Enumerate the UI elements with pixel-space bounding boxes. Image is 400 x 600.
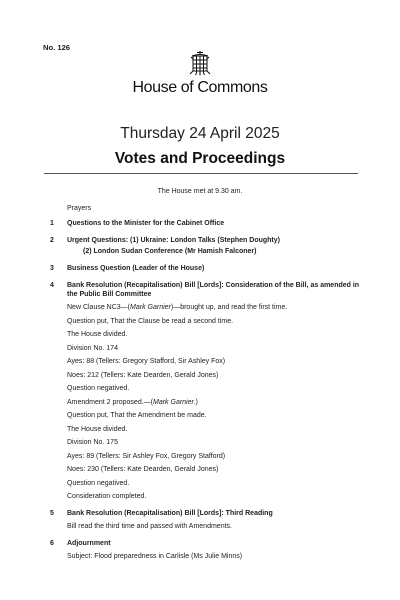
proceeding-line <box>67 371 363 380</box>
member-name: Mark Garnier. <box>153 398 196 406</box>
proceeding-line <box>67 452 363 461</box>
item-number: 5 <box>50 510 54 517</box>
line-text: Question negatived. <box>67 385 130 392</box>
item-title: Questions to the Minister for the Cabinet Office <box>67 220 225 227</box>
proceeding-line <box>67 384 363 393</box>
line-text: Noes: 230 (Tellers: Kate Dearden, Gerald Jones) <box>67 466 219 473</box>
item-title: Urgent Questions: (1) Ukraine: London Talks (Stephen Doughty) <box>67 237 280 244</box>
sitting-date: Thursday 24 April 2025 <box>120 125 280 142</box>
item-body <box>67 552 363 561</box>
item-number: 4 <box>50 282 54 289</box>
prayers-label: Prayers <box>67 205 92 212</box>
proceeding-line <box>67 465 363 474</box>
proceeding-line <box>67 411 363 420</box>
document-title: Votes and Proceedings <box>114 150 286 167</box>
proceeding-line <box>67 344 363 353</box>
line-text: )—brought up, and read the first time. <box>170 304 288 311</box>
line-text: Division No. 175 <box>67 439 118 446</box>
item-number: 3 <box>50 265 54 272</box>
line-text: Question negatived. <box>67 479 130 487</box>
line-text: Ayes: 88 (Tellers: Gregory Stafford, Sir Ashley Fox) <box>67 358 226 365</box>
proceeding-item <box>43 509 363 531</box>
proceeding-line <box>67 492 363 501</box>
house-logo <box>0 50 400 97</box>
member-name: Mark Garnier <box>130 304 171 311</box>
item-title: Bank Resolution (Recapitalisation) Bill [Lords]: Third Reading <box>67 510 273 517</box>
proceeding-item <box>43 236 363 256</box>
house-name: House of Commons <box>132 79 268 96</box>
item-subtitle: (2) London Sudan Conference (Mr Hamish Falconer) <box>83 248 257 255</box>
proceeding-line <box>67 398 363 407</box>
proceeding-line <box>67 357 363 366</box>
proceedings-list <box>43 219 363 569</box>
proceeding-item <box>43 264 363 273</box>
line-text: New Clause NC3—( <box>67 304 131 311</box>
proceeding-line <box>67 552 363 561</box>
line-text: Ayes: 89 (Tellers: Sir Ashley Fox, Gregory Stafford) <box>67 452 226 460</box>
proceeding-item <box>43 219 363 228</box>
item-number: 6 <box>50 540 54 547</box>
proceeding-line <box>67 479 363 488</box>
issue-number: No. 126 <box>43 43 71 52</box>
proceeding-line <box>67 317 363 326</box>
line-text: ) <box>195 398 198 406</box>
proceeding-item <box>43 539 363 561</box>
line-text: The House divided. <box>67 425 128 433</box>
line-text: Noes: 212 (Tellers: Kate Dearden, Gerald Jones) <box>67 371 219 379</box>
proceeding-line <box>67 438 363 447</box>
title-divider <box>44 173 358 174</box>
portcullis-icon <box>189 50 211 77</box>
line-text: The House divided. <box>67 331 128 338</box>
proceeding-line <box>67 330 363 339</box>
proceeding-item <box>43 281 363 501</box>
line-text: Question put, That the Clause be read a second time. <box>67 317 234 325</box>
met-line: The House met at 9.30 am. <box>157 188 243 195</box>
item-body <box>67 522 363 531</box>
line-text: Bill read the third time and passed with Amendments. <box>67 523 232 530</box>
item-body <box>67 303 363 501</box>
line-text: Question put, That the Amendment be made. <box>67 412 207 419</box>
proceeding-line <box>67 303 363 312</box>
line-text: Consideration completed. <box>67 493 147 500</box>
line-text: Division No. 174 <box>67 344 118 352</box>
item-title: Adjournment <box>67 540 111 547</box>
line-text: Amendment 2 proposed.—( <box>67 398 153 406</box>
item-number: 2 <box>50 237 54 244</box>
line-text: Subject: Flood preparedness in Carlisle (Ms Julie Minns) <box>67 553 243 560</box>
proceeding-line <box>67 522 363 531</box>
item-number: 1 <box>50 220 54 227</box>
item-title: Business Question (Leader of the House) <box>67 265 205 272</box>
item-title: Bank Resolution (Recapitalisation) Bill [Lords]: Consideration of the Bill, as amended in the Public Bill Committee <box>67 282 360 298</box>
proceeding-line <box>67 425 363 434</box>
